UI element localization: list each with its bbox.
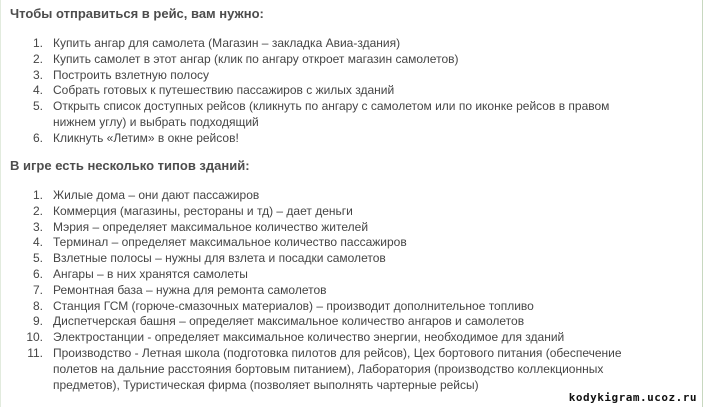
list-item-number: 6. bbox=[32, 266, 43, 281]
list-item-number: 5. bbox=[32, 99, 43, 114]
list-item-number: 7. bbox=[32, 282, 43, 297]
list-item-text: Ремонтная база – нужна для ремонта самолетов bbox=[53, 282, 327, 297]
building-types-list bbox=[1, 188, 653, 393]
list-item-number: 1. bbox=[32, 188, 43, 202]
section-heading-building-types: В игре есть несколько типов зданий: bbox=[10, 158, 250, 173]
section-heading-flight-steps: Чтобы отправиться в рейс, вам нужно: bbox=[10, 6, 264, 21]
list-item-number: 2. bbox=[32, 203, 43, 218]
site-watermark: kodykigram.ucoz.ru bbox=[568, 391, 697, 404]
list-item-number: 6. bbox=[32, 130, 43, 145]
list-item bbox=[1, 346, 653, 393]
list-item bbox=[1, 235, 653, 251]
list-item-number: 9. bbox=[32, 314, 43, 329]
list-item-text: Купить ангар для самолета (Магазин – закладка Авиа-здания) bbox=[53, 36, 401, 50]
list-item bbox=[1, 204, 653, 220]
list-item-number: 5. bbox=[32, 251, 43, 266]
list-item bbox=[1, 251, 653, 267]
list-item-number: 3. bbox=[32, 219, 43, 234]
list-item-text: Открыть список доступных рейсов (кликнуть по ангару с самолетом или по иконке рейсов в правом нижнем углу) и выбрать подходящий bbox=[53, 99, 610, 129]
list-item-text: Жилые дома – они дают пассажиров bbox=[53, 188, 260, 202]
list-item-text: Электростанции - определяет максимальное количество энергии, необходимое для зданий bbox=[53, 330, 565, 345]
list-item bbox=[1, 314, 653, 330]
list-item bbox=[1, 283, 653, 299]
list-item-text: Купить самолет в этот ангар (клик по ангару откроет магазин самолетов) bbox=[53, 51, 459, 66]
list-item bbox=[1, 99, 653, 131]
list-item-text: Производство - Летная школа (подготовка пилотов для рейсов), Цех бортового питания (обеспечение полетов на дальние расстояния бортовым питанием), Лаборатория (производство коллекционных предметов), Туристическая фирма (позволяет выполнять чартерные рейсы) bbox=[53, 345, 622, 392]
list-item bbox=[1, 267, 653, 283]
list-item-text: Взлетные полосы – нужны для взлета и посадки самолетов bbox=[53, 251, 386, 266]
list-item-number: 2. bbox=[32, 51, 43, 66]
list-item bbox=[1, 220, 653, 236]
list-item-text: Терминал – определяет максимальное количество пассажиров bbox=[53, 235, 407, 250]
list-item-text: Кликнуть «Летим» в окне рейсов! bbox=[53, 130, 239, 145]
list-item-text: Мэрия – определяет максимальное количество жителей bbox=[53, 219, 369, 234]
list-item bbox=[1, 188, 653, 204]
list-item bbox=[1, 68, 653, 84]
list-item-number: 11. bbox=[27, 345, 43, 360]
list-item bbox=[1, 299, 653, 315]
list-item bbox=[1, 52, 653, 68]
list-item-text: Построить взлетную полосу bbox=[53, 67, 209, 82]
list-item-text: Диспетчерская башня – определяет максимальное количество ангаров и самолетов bbox=[53, 314, 525, 329]
list-item-text: Собрать готовых к путешествию пассажиров с жилых зданий bbox=[53, 83, 395, 98]
list-item-number: 1. bbox=[32, 36, 43, 50]
list-item bbox=[1, 83, 653, 99]
flight-steps-list bbox=[1, 36, 653, 147]
list-item-number: 8. bbox=[32, 298, 43, 313]
list-item-number: 4. bbox=[32, 235, 43, 250]
list-item-number: 4. bbox=[32, 83, 43, 98]
list-item-text: Станция ГСМ (горюче-смазочных материалов) – производит дополнительное топливо bbox=[53, 298, 534, 313]
list-item bbox=[1, 131, 653, 147]
list-item-number: 3. bbox=[32, 67, 43, 82]
list-item-text: Коммерция (магазины, рестораны и тд) – дает деньги bbox=[53, 203, 353, 218]
list-item-number: 10. bbox=[26, 330, 43, 345]
list-item bbox=[1, 36, 653, 52]
list-item-text: Ангары – в них хранятся самолеты bbox=[53, 266, 248, 281]
list-item bbox=[1, 330, 653, 346]
